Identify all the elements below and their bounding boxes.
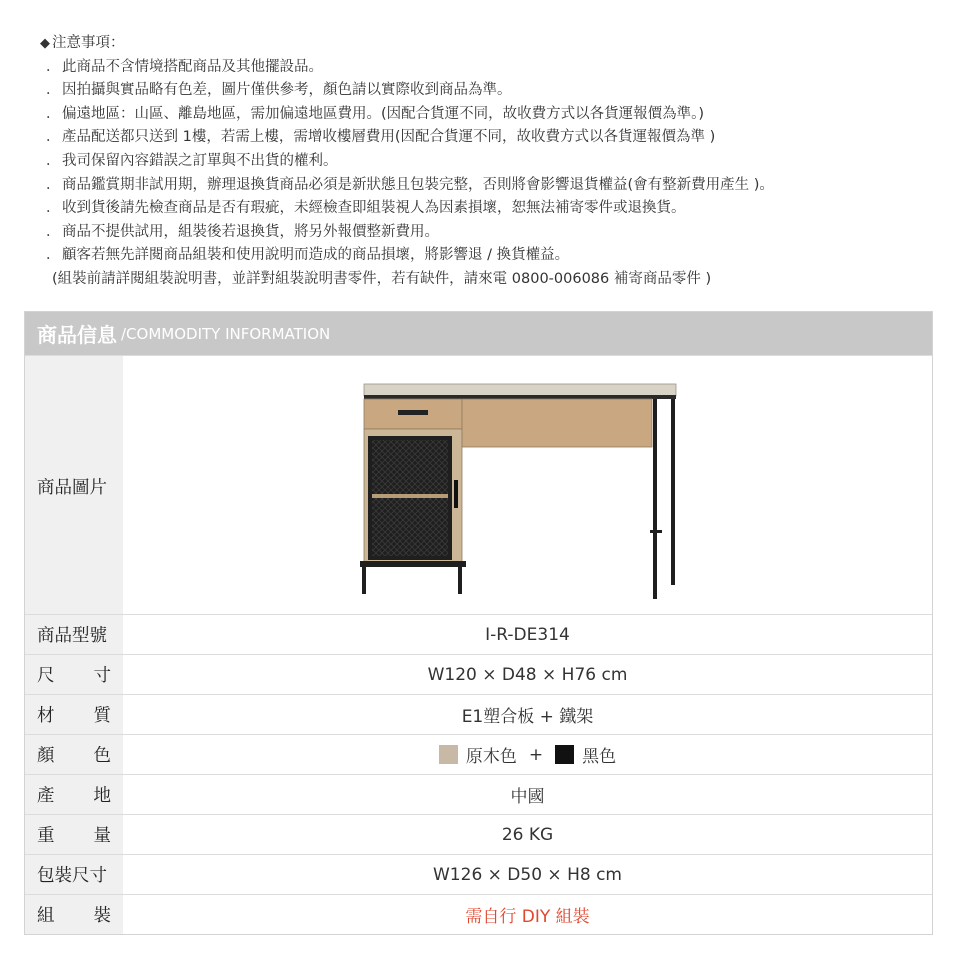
spec-label-char: 材: [37, 706, 55, 726]
color-name-wood: 原木色: [465, 747, 517, 767]
spec-label-char: 組: [37, 906, 55, 926]
notice-title: 注意事項：: [52, 35, 125, 51]
notice-item: ． 收到貨後請先檢查商品是否有瑕疵，未經檢查即組裝視人為因素損壞，恕無法補寄零件或退換貨。: [46, 200, 686, 217]
spec-row-package-size: [25, 854, 932, 894]
spec-label: [25, 775, 123, 814]
spec-label: [25, 735, 123, 774]
spec-value-assembly: 需自行 DIY 組裝: [465, 907, 590, 927]
commodity-info-table: [24, 311, 933, 935]
spec-label: [25, 895, 123, 934]
notice-item: ． 商品鑑賞期非試用期，辦理退換貨商品必須是新狀態且包裝完整，否則將會影響退貨權益(會有整新費用產生 )。: [46, 176, 774, 193]
spec-value: W126 × D50 × H8 cm: [433, 864, 622, 885]
spec-label-char: 色: [93, 746, 111, 766]
product-image-row: [25, 355, 932, 614]
spec-label-char: 地: [93, 786, 111, 806]
spec-row-model: [25, 614, 932, 654]
spec-row-material: [25, 694, 932, 734]
spec-value: E1塑合板 + 鐵架: [461, 707, 594, 727]
spec-row-origin: [25, 774, 932, 814]
spec-value: W120 × D48 × H76 cm: [427, 664, 628, 685]
spec-label-char: 尺: [37, 666, 55, 686]
info-title-en: /COMMODITY INFORMATION: [121, 324, 331, 343]
info-title-cn: 商品信息: [37, 323, 117, 347]
spec-value: 26 KG: [501, 824, 554, 845]
notice-item: ． 商品不提供試用，組裝後若退換貨，將另外報價整新費用。: [46, 223, 439, 240]
spec-row-size: [25, 654, 932, 694]
spec-row-weight: [25, 814, 932, 854]
notice-item: ． 因拍攝與實品略有色差，圖片僅供參考，顏色請以實際收到商品為準。: [46, 82, 512, 99]
spec-label: [25, 815, 123, 854]
notice-item: ． 產品配送都只送到 1樓，若需上樓，需增收樓層費用(因配合貨運不同，故收費方式以各貨運報價為準 ): [46, 129, 716, 146]
product-image-cell: [123, 356, 932, 614]
spec-label-char: 質: [93, 706, 111, 726]
spec-label-char: 量: [93, 826, 111, 846]
spec-value: I-R-DE314: [485, 624, 570, 645]
spec-label-char: 寸: [93, 666, 111, 686]
diamond-icon: ◆: [40, 36, 50, 51]
spec-label: 包裝尺寸: [25, 855, 123, 894]
color-swatch-black: [555, 745, 574, 764]
spec-label: [25, 655, 123, 694]
product-image-label: 商品圖片: [25, 356, 123, 614]
spec-label: [25, 695, 123, 734]
color-name-black: 黑色: [582, 747, 617, 767]
color-plus: +: [528, 744, 544, 765]
spec-label-char: 重: [37, 826, 55, 846]
notice-item: ． 偏遠地區：山區、離島地區，需加偏遠地區費用。(因配合貨運不同，故收費方式以各貨運報價為準。): [46, 105, 705, 122]
notice-item: ． 我司保留內容錯誤之訂單與不出貨的權利。: [46, 152, 338, 169]
info-header-bar: [25, 312, 932, 355]
spec-value: 中國: [510, 787, 545, 807]
color-swatch-wood: [439, 745, 458, 764]
notice-item: ． 此商品不含情境搭配商品及其他擺設品。: [46, 58, 323, 75]
spec-label-char: 裝: [93, 906, 111, 926]
color-options: [123, 735, 932, 774]
spec-label-char: 產: [37, 786, 55, 806]
spec-label: 商品型號: [25, 615, 123, 654]
spec-row-assembly: [25, 894, 932, 934]
spec-label-char: 顏: [37, 746, 55, 766]
desk-product-image: [358, 370, 698, 600]
spec-row-color: [25, 734, 932, 774]
notice-heading: [40, 32, 940, 56]
notice-item: ． 顧客若無先詳閱商品組裝和使用說明而造成的商品損壞，將影響退 / 換貨權益。: [46, 247, 570, 264]
notice-section: [40, 32, 940, 292]
notice-closing: (組裝前請詳閱組裝說明書，並詳對組裝說明書零件，若有缺件，請來電 0800-006086 補寄商品零件 ): [52, 270, 712, 287]
